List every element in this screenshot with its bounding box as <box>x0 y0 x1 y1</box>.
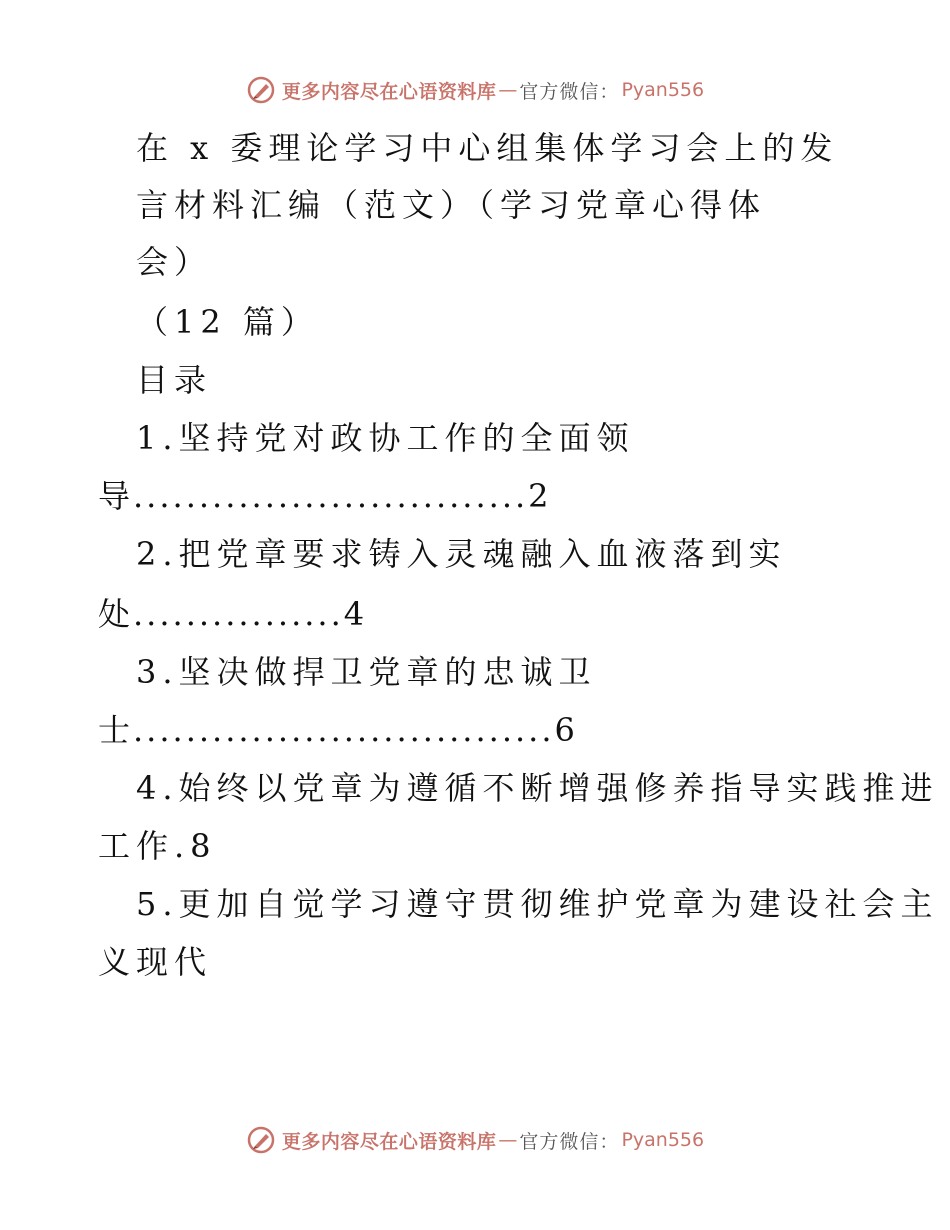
banner-separator: — <box>498 79 518 101</box>
toc-item-5-line-1: 5.更加自觉学习遵守贯彻维护党章为建设社会主 <box>136 885 939 923</box>
banner-text: 更多内容尽在心语资料库 <box>281 1130 497 1153</box>
banner-text: 更多内容尽在心语资料库 <box>281 80 497 103</box>
toc-item-1-line-1: 1.坚持党对政协工作的全面领 <box>136 419 635 457</box>
banner-account: Pyan556 <box>621 79 705 101</box>
pen-logo-icon <box>246 1125 276 1155</box>
toc-item-2-line-2: 处................4 <box>98 595 368 633</box>
watermark-banner-bottom <box>0 1120 950 1160</box>
toc-item-4-line-2: 工作.8 <box>98 827 217 865</box>
document-title-line-1: 在 x 委理论学习中心组集体学习会上的发 <box>136 129 839 167</box>
pen-logo-icon <box>246 75 276 105</box>
toc-heading: 目录 <box>136 361 213 399</box>
banner-account: Pyan556 <box>621 1129 705 1151</box>
document-title-line-2: 言材料汇编（范文）（学习党章心得体 <box>136 186 767 224</box>
banner-account-label: 官方微信： <box>519 80 620 103</box>
banner-account-label: 官方微信： <box>519 1130 620 1153</box>
banner-separator: — <box>498 1129 518 1151</box>
watermark-banner-top <box>0 70 950 110</box>
document-title-line-3: 会） <box>136 243 213 281</box>
article-count: （12 篇） <box>136 303 319 341</box>
toc-item-3-line-1: 3.坚决做捍卫党章的忠诚卫 <box>136 653 597 691</box>
toc-item-4-line-1: 4.始终以党章为遵循不断增强修养指导实践推进 <box>136 769 939 807</box>
toc-item-3-line-2: 士................................6 <box>98 711 578 749</box>
toc-item-1-line-2: 导..............................2 <box>98 477 552 515</box>
toc-item-5-line-2: 义现代 <box>98 943 213 981</box>
toc-item-2-line-1: 2.把党章要求铸入灵魂融入血液落到实 <box>136 535 787 573</box>
